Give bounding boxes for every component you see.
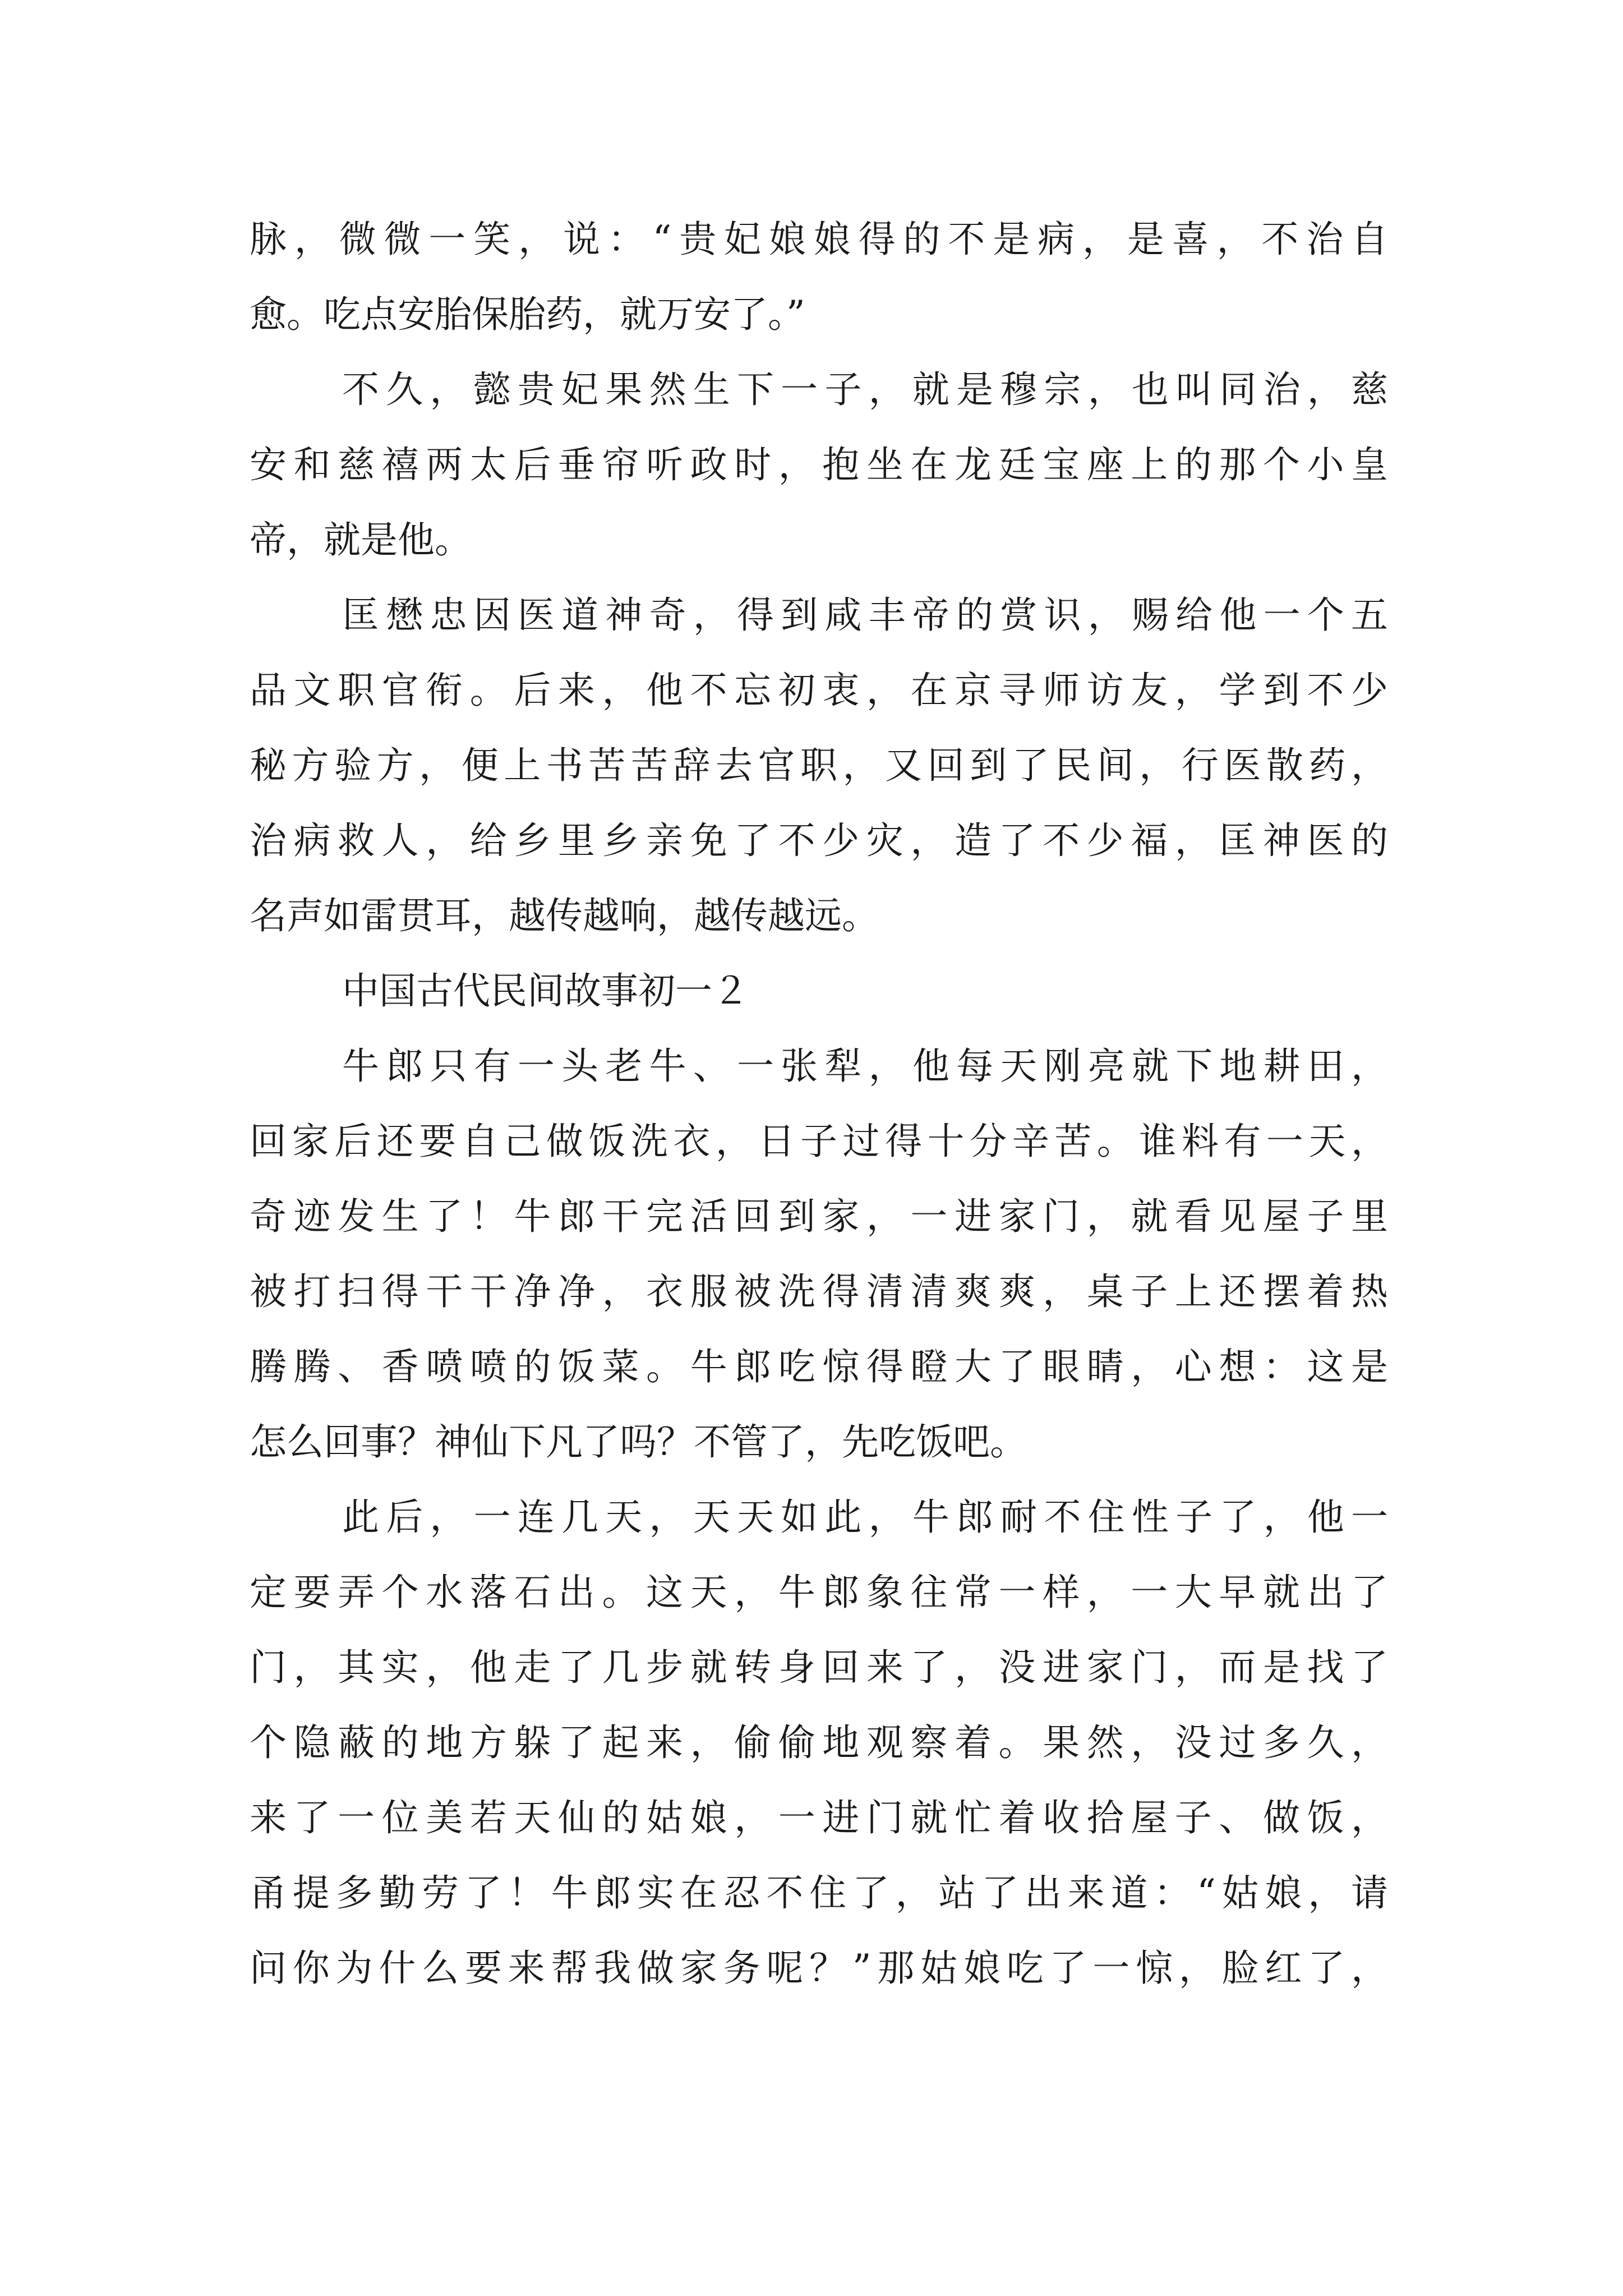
text-line: 脉，微微一笑，说：“贵妃娘娘得的不是病，是喜，不治自 bbox=[250, 218, 1388, 261]
text-line: 问你为什么要来帮我做家务呢？”那姑娘吃了一惊，脸红了， bbox=[250, 1947, 1388, 1990]
text-line: 奇迹发生了！牛郎干完活回到家，一进家门，就看见屋子里 bbox=[250, 1195, 1388, 1238]
text-line: 甬提多勤劳了！牛郎实在忍不住了，站了出来道：“姑娘，请 bbox=[250, 1871, 1388, 1915]
text-line: 被打扫得干干净净，衣服被洗得清清爽爽，桌子上还摆着热 bbox=[250, 1270, 1388, 1313]
text-line: 愈。吃点安胎保胎药，就万安了。” bbox=[250, 293, 805, 336]
paragraph bbox=[250, 202, 1388, 352]
text-line: 门，其实，他走了几步就转身回来了，没进家门，而是找了 bbox=[250, 1646, 1388, 1689]
text-line: 秘方验方，便上书苦苦辞去官职，又回到了民间，行医散药， bbox=[250, 744, 1388, 787]
text-line: 品文职官衔。后来，他不忘初衷，在京寻师访友，学到不少 bbox=[250, 669, 1388, 712]
paragraph bbox=[250, 1029, 1388, 1480]
text-line: 名声如雷贯耳，越传越响，越传越远。 bbox=[250, 894, 879, 937]
text-line: 怎么回事？神仙下凡了吗？不管了，先吃饭吧。 bbox=[250, 1420, 1027, 1464]
paragraph bbox=[250, 578, 1388, 954]
text-line: 帝，就是他。 bbox=[250, 518, 472, 562]
text-line: 回家后还要自己做饭洗衣，日子过得十分辛苦。谁料有一天， bbox=[250, 1120, 1388, 1163]
paragraph bbox=[250, 352, 1388, 578]
text-line: 来了一位美若天仙的姑娘，一进门就忙着收拾屋子、做饭， bbox=[250, 1796, 1388, 1839]
text-line: 此后，一连几天，天天如此，牛郎耐不住性子了，他一 bbox=[342, 1496, 1388, 1539]
section-heading bbox=[250, 954, 1388, 1029]
text-line: 牛郎只有一头老牛、一张犁，他每天刚亮就下地耕田， bbox=[342, 1045, 1388, 1088]
text-line: 治病救人，给乡里乡亲免了不少灾，造了不少福，匡神医的 bbox=[250, 819, 1388, 862]
text-line: 定要弄个水落石出。这天，牛郎象往常一样，一大早就出了 bbox=[250, 1571, 1388, 1614]
heading-text: 中国古代民间故事初一２ bbox=[342, 969, 749, 1013]
text-line: 个隐蔽的地方躲了起来，偷偷地观察着。果然，没过多久， bbox=[250, 1721, 1388, 1764]
text-line: 匡懋忠因医道神奇，得到咸丰帝的赏识，赐给他一个五 bbox=[342, 593, 1388, 637]
document-body bbox=[250, 202, 1388, 2006]
text-line: 安和慈禧两太后垂帘听政时，抱坐在龙廷宝座上的那个小皇 bbox=[250, 443, 1388, 486]
paragraph bbox=[250, 1480, 1388, 2006]
text-line: 不久，懿贵妃果然生下一子，就是穆宗，也叫同治，慈 bbox=[342, 368, 1388, 411]
text-line: 腾腾、香喷喷的饭菜。牛郎吃惊得瞪大了眼睛，心想：这是 bbox=[250, 1345, 1388, 1388]
